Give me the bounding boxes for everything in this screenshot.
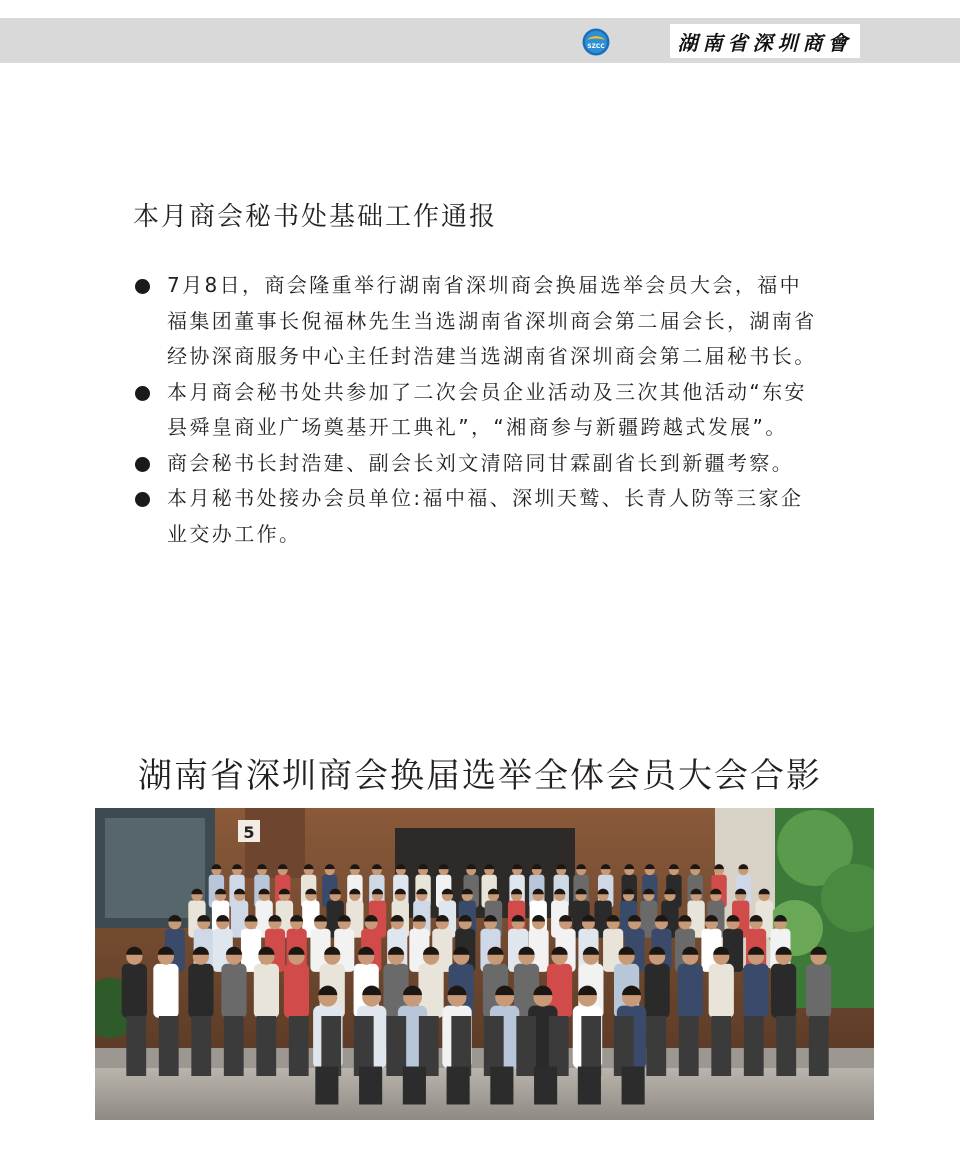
bullet-dot-icon: [135, 279, 150, 294]
person-legs: [809, 1016, 829, 1076]
szcc-logo-icon: [582, 28, 610, 56]
brand-box: [670, 24, 860, 58]
report-bullet-list: [133, 268, 823, 552]
person-legs: [315, 1067, 338, 1105]
report-bullet-text: 本月商会秘书处共参加了二次会员企业活动及三次其他活动“东安县舜皇商业广场奠基开工典礼”，“湘商参与新疆跨越式发展”。: [167, 379, 807, 439]
report-title: 本月商会秘书处基础工作通报: [133, 202, 498, 232]
person-body: [678, 964, 703, 1018]
person-legs: [159, 1016, 179, 1076]
person-body: [254, 964, 279, 1018]
report-bullet-item: [133, 268, 823, 375]
report-bullet-text: 本月秘书处接办会员单位:福中福、深圳天鹫、长青人防等三家企业交办工作。: [167, 486, 804, 546]
person-legs: [622, 1067, 645, 1105]
report-bullet-item: [133, 481, 823, 552]
brand-name: 湖南省深圳商會: [677, 30, 853, 55]
person-body: [221, 964, 246, 1018]
person-body: [806, 964, 831, 1018]
person-body: [709, 964, 734, 1018]
person-legs: [679, 1016, 699, 1076]
person-body: [645, 964, 670, 1018]
door-number: 5: [243, 823, 255, 842]
person-legs: [534, 1067, 557, 1105]
person-legs: [447, 1067, 470, 1105]
person-body: [153, 964, 178, 1018]
person-legs: [744, 1016, 764, 1076]
person-body: [188, 964, 213, 1018]
person-legs: [516, 1016, 536, 1076]
person-legs: [224, 1016, 244, 1076]
person-body: [771, 964, 796, 1018]
report-bullet-text: 商会秘书长封浩建、副会长刘文清陪同甘霖副省长到新疆考察。: [167, 450, 795, 475]
person-legs: [646, 1016, 666, 1076]
person-legs: [256, 1016, 276, 1076]
person-legs: [126, 1016, 146, 1076]
person-legs: [359, 1067, 382, 1105]
group-photo-illustration: [95, 808, 874, 1120]
person-body: [284, 964, 309, 1018]
person-legs: [289, 1016, 309, 1076]
person-legs: [403, 1067, 426, 1105]
person-body: [122, 964, 147, 1018]
bullet-dot-icon: [135, 386, 150, 401]
person-body: [743, 964, 768, 1018]
person-legs: [711, 1016, 731, 1076]
person-legs: [776, 1016, 796, 1076]
person-legs: [191, 1016, 211, 1076]
logo-text: SZCC: [587, 43, 605, 50]
bullet-dot-icon: [135, 457, 150, 472]
person-legs: [578, 1067, 601, 1105]
report-bullet-text: 7月8日，商会隆重举行湖南省深圳商会换届选举会员大会，福中福集团董事长倪福林先生当选湖南省深圳商会第二届会长，湖南省经协深商服务中心主任封浩建当选湖南省深圳商会第二届秘书长。: [167, 273, 817, 368]
report-bullet-item: [133, 375, 823, 446]
report-bullet-item: [133, 446, 823, 482]
photo-caption: 湖南省深圳商会换届选举全体会员大会合影: [138, 756, 822, 796]
bullet-dot-icon: [135, 492, 150, 507]
group-photo: [95, 808, 874, 1120]
person-legs: [490, 1067, 513, 1105]
